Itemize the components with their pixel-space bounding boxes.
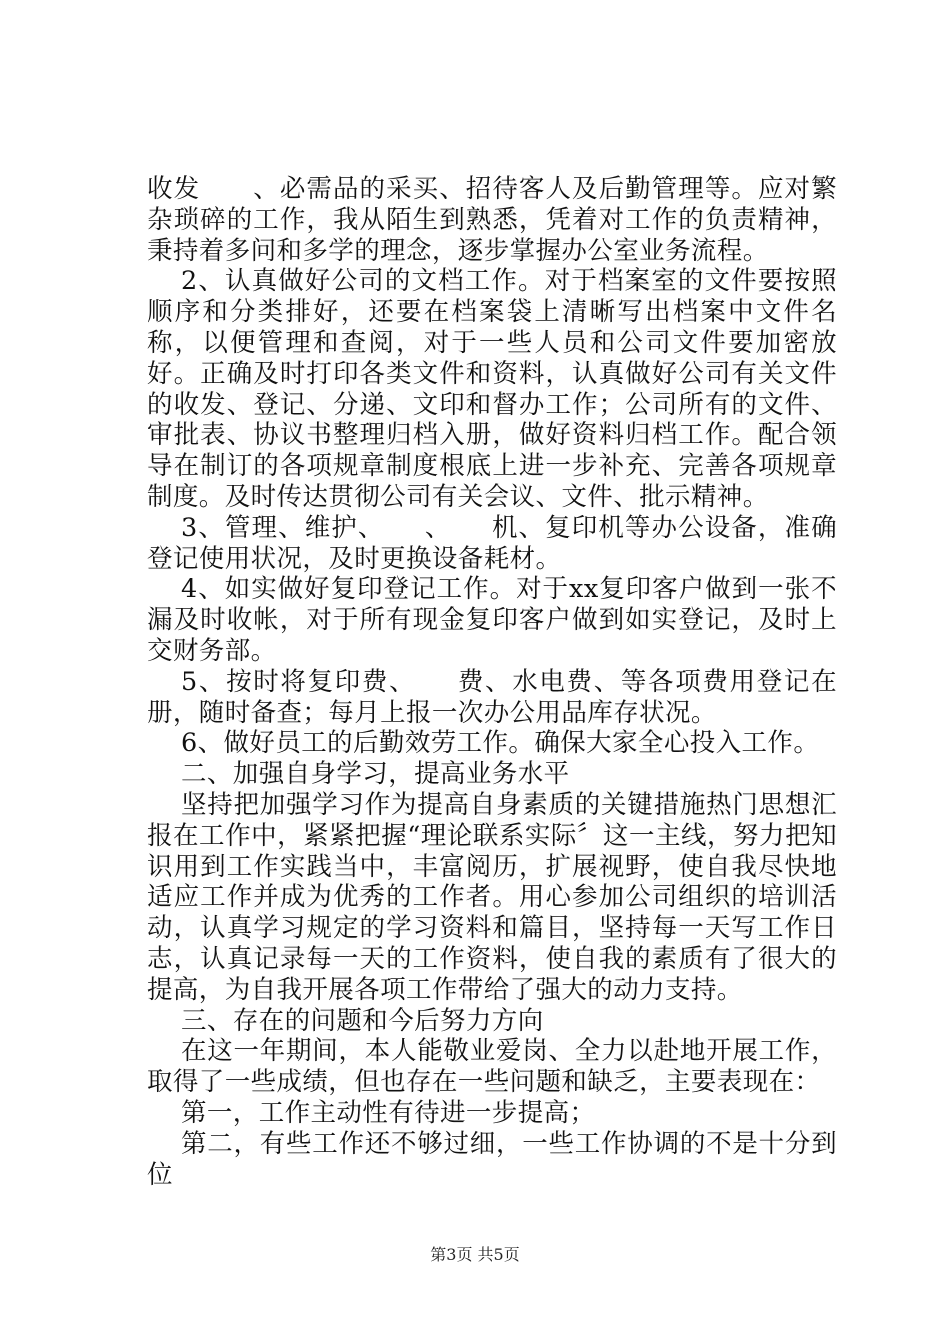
paragraph-item-3: 3、管理、维护、 、 机、复印机等办公设备，准确登记使用状况，及时更换设备耗材。 bbox=[147, 512, 837, 574]
section-heading-3: 三、存在的问题和今后努力方向 bbox=[181, 1005, 544, 1036]
page-number-footer: 第3页 共5页 bbox=[430, 1245, 520, 1264]
paragraph-item-4: 4、如实做好复印登记工作。对于xx复印客户做到一张不漏及时收帐，对于所有现金复印客户做到如实登记，及时上交财务部。 bbox=[147, 574, 837, 666]
paragraph-issue-2: 第二，有些工作还不够过细，一些工作协调的不是十分到位 bbox=[147, 1128, 837, 1190]
paragraph-item-5: 5、按时将复印费、 费、水电费、等各项费用登记在册，随时备查；每月上报一次办公用品库存状况。 bbox=[147, 666, 837, 728]
paragraph-summary: 在这一年期间，本人能敬业爱岗、全力以赴地开展工作，取得了一些成绩，但也存在一些问题和缺乏，主要表现在： bbox=[147, 1036, 837, 1098]
paragraph-continuation: 收发 、必需品的采买、招待客人及后勤管理等。应对繁杂琐碎的工作，我从陌生到熟悉，凭着对工作的负责精神，秉持着多问和多学的理念，逐步掌握办公室业务流程。 bbox=[147, 174, 837, 266]
paragraph-issue-1: 第一，工作主动性有待进一步提高； bbox=[181, 1097, 596, 1128]
section-heading-2: 二、加强自身学习，提高业务水平 bbox=[181, 759, 570, 790]
paragraph-study: 坚持把加强学习作为提高自身素质的关键措施热门思想汇报在工作中，紧紧把握“理论联系实际〞这一主线，努力把知识用到工作实践当中，丰富阅历，扩展视野，使自我尽快地适应工作并成为优秀的工作者。用心参加公司组织的培训活动，认真学习规定的学习资料和篇目，坚持每一天写工作日志，认真记录每一天的工作资料，使自我的素质有了很大的提高，为自我开展各项工作带给了强大的动力支持。 bbox=[147, 789, 837, 1005]
document-body bbox=[147, 174, 837, 1190]
paragraph-item-6: 6、做好员工的后勤效劳工作。确保大家全心投入工作。 bbox=[181, 728, 820, 759]
paragraph-item-2: 2、认真做好公司的文档工作。对于档案室的文件要按照顺序和分类排好，还要在档案袋上清晰写出档案中文件名称，以便管理和查阅，对于一些人员和公司文件要加密放好。正确及时打印各类文件和资料，认真做好公司有关文件的收发、登记、分递、文印和督办工作；公司所有的文件、审批表、协议书整理归档入册，做好资料归档工作。配合领导在制订的各项规章制度根底上进一步补充、完善各项规章制度。及时传达贯彻公司有关会议、文件、批示精神。 bbox=[147, 266, 837, 512]
